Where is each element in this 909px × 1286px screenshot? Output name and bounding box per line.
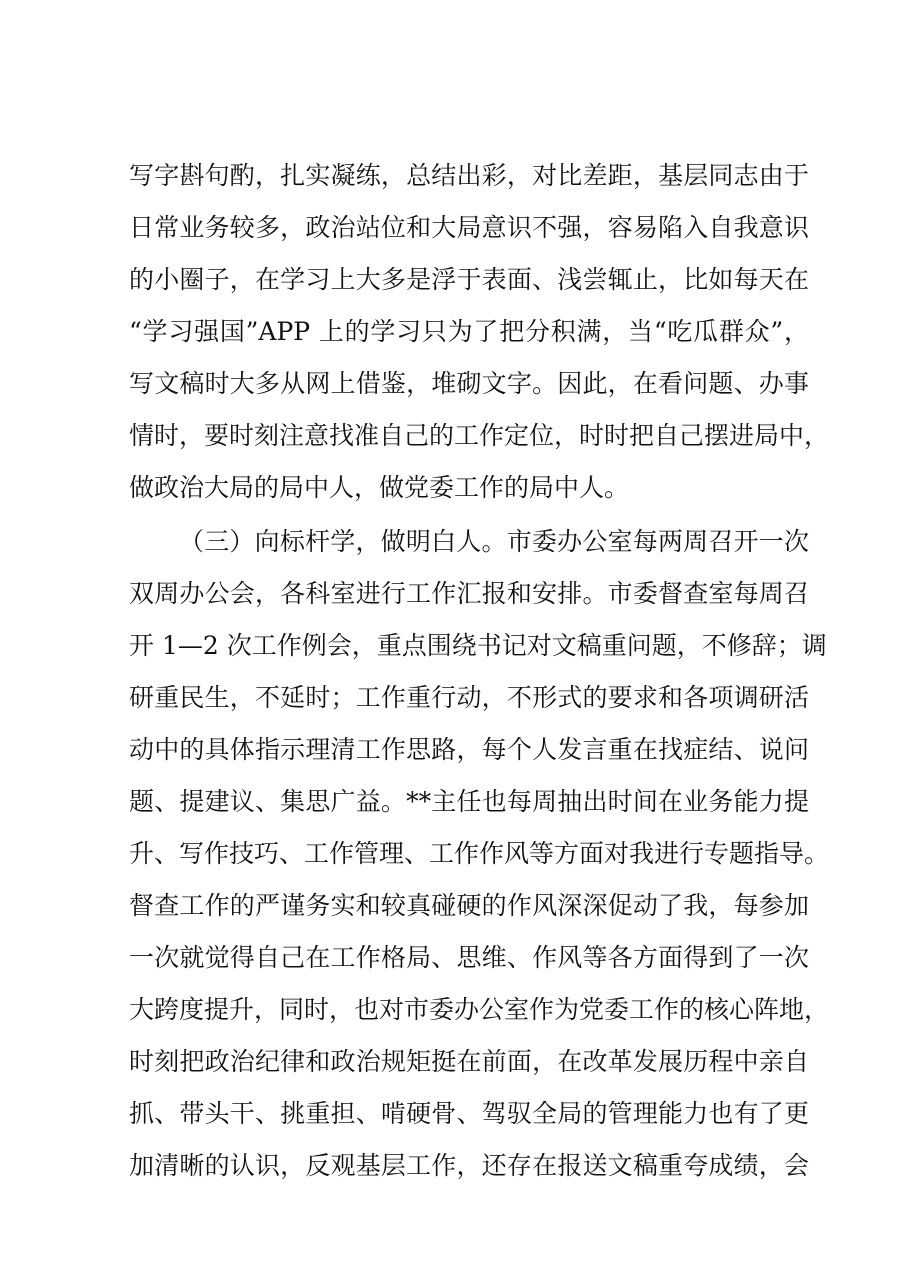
text-line-5: 写文稿时大多从网上借鉴，堆砌文字。因此，在看问题、办事 <box>129 369 809 398</box>
text-line-16: 一次就觉得自己在工作格局、思维、作风等各方面得到了一次 <box>129 943 809 972</box>
text-line-15: 督查工作的严谨务实和较真碰硬的作风深深促动了我，每参加 <box>129 891 809 920</box>
text-line-10: 开 1—2 次工作例会，重点围绕书记对文稿重问题，不修辞；调 <box>129 631 827 660</box>
text-line-11: 研重民生，不延时；工作重行动，不形式的要求和各项调研活 <box>129 683 809 712</box>
text-line-2: 日常业务较多，政治站位和大局意识不强，容易陷入自我意识 <box>129 213 809 242</box>
text-line-17: 大跨度提升，同时，也对市委办公室作为党委工作的核心阵地， <box>129 995 830 1024</box>
text-line-18: 时刻把政治纪律和政治规矩挺在前面，在改革发展历程中亲自 <box>129 1047 809 1076</box>
text-line-4: “学习强国”APP 上的学习只为了把分积满，当“吃瓜群众”， <box>129 317 809 346</box>
text-line-1: 写字斟句酌，扎实凝练，总结出彩，对比差距，基层同志由于 <box>129 161 809 190</box>
text-line-8: （三）向标杆学，做明白人。市委办公室每两周召开一次 <box>179 527 809 556</box>
text-line-9: 双周办公会，各科室进行工作汇报和安排。市委督查室每周召 <box>129 579 809 608</box>
text-line-3: 的小圈子，在学习上大多是浮于表面、浅尝辄止，比如每天在 <box>129 265 809 294</box>
text-line-20: 加清晰的认识，反观基层工作，还存在报送文稿重夸成绩，会 <box>129 1151 809 1180</box>
text-line-19: 抓、带头干、挑重担、啃硬骨、驾驭全局的管理能力也有了更 <box>129 1099 809 1128</box>
text-line-7: 做政治大局的局中人，做党委工作的局中人。 <box>129 473 630 502</box>
text-line-12: 动中的具体指示理清工作思路，每个人发言重在找症结、说问 <box>129 735 809 764</box>
text-line-14: 升、写作技巧、工作管理、工作作风等方面对我进行专题指导。 <box>129 839 830 868</box>
text-line-13: 题、提建议、集思广益。**主任也每周抽出时间在业务能力提 <box>129 787 809 816</box>
text-line-6: 情时，要时刻注意找准自己的工作定位，时时把自己摆进局中， <box>129 421 830 450</box>
